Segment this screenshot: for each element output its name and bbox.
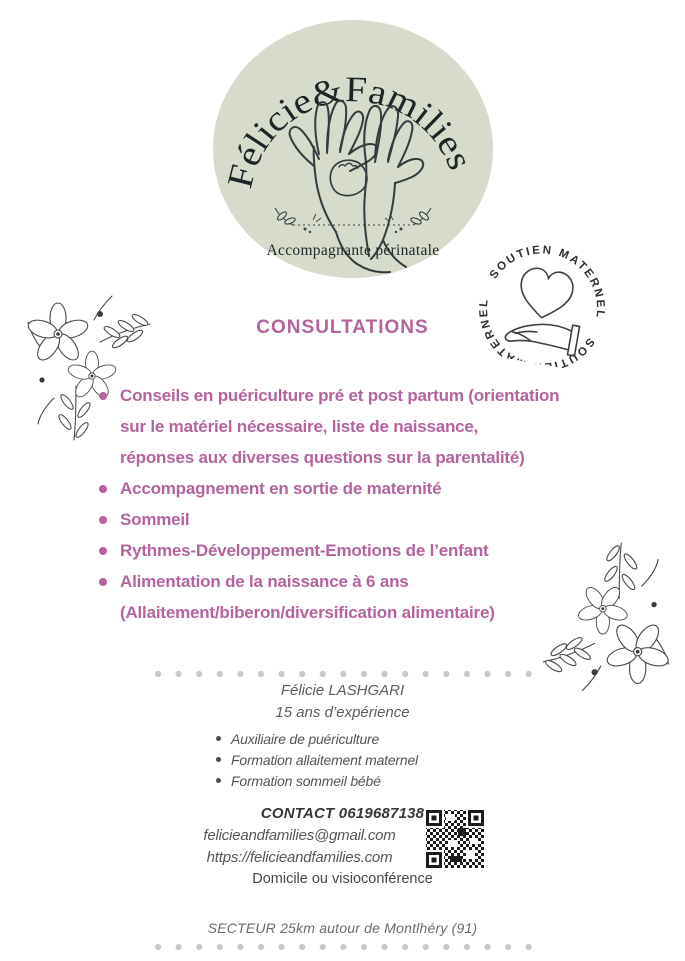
person-name: Félicie LASHGARI [280, 682, 405, 699]
heart-icon [516, 266, 576, 322]
list-item-line: Conseils en puériculture pré et post partum (orientation [120, 386, 560, 405]
credential-text: Formation sommeil bébé [231, 772, 381, 789]
list-item-line: Rythmes-Développement-Emotions de l’enfant [120, 541, 489, 560]
list-item-line: sur le matériel nécessaire, liste de naissance, [120, 417, 479, 436]
dotted-divider [154, 943, 546, 951]
list-item-line: Sommeil [120, 510, 190, 529]
list-item-line: Alimentation de la naissance à 6 ans [120, 572, 409, 591]
sector-text: SECTEUR 25km autour de Montlhéry (91) [207, 920, 478, 936]
dotted-divider [154, 670, 546, 678]
credential-item [216, 728, 418, 749]
contact-website-link[interactable]: https://felicieandfamilies.com [206, 849, 393, 866]
list-item [99, 535, 659, 566]
logo-subtitle: Accompagnante périnatale [266, 242, 440, 259]
list-item-line: Accompagnement en sortie de maternité [120, 479, 442, 498]
credential-text: Auxiliaire de puériculture [231, 730, 380, 747]
stamp-text-top: SOUTIEN MATERNEL [487, 244, 607, 320]
stamp-text-bottom: SOUTIEN MATERNEL [477, 296, 597, 373]
consultations-title: CONSULTATIONS [256, 317, 429, 338]
heart-in-hand-icon [467, 221, 624, 375]
list-item [99, 380, 659, 473]
credential-item [216, 749, 418, 770]
bullet-icon [99, 392, 107, 400]
contact-email-link[interactable]: felicieandfamilies@gmail.com [203, 827, 396, 844]
consultation-mode: Domicile ou visioconférence [252, 871, 433, 887]
credentials-list [216, 728, 418, 791]
contact-phone: CONTACT 0619687138 [260, 805, 425, 822]
bullet-icon [99, 547, 107, 555]
list-item [99, 504, 659, 535]
svg-text:SOUTIEN MATERNEL SOUTI [468, 234, 617, 375]
bullet-icon [99, 578, 107, 586]
bullet-icon [216, 778, 221, 783]
soutien-maternel-stamp [467, 221, 624, 375]
credential-item [216, 770, 418, 791]
bullet-icon [99, 516, 107, 524]
consultations-list [99, 380, 659, 628]
brand-curved-text [219, 69, 480, 192]
floral-divider-icon [275, 208, 431, 233]
brand-logo [213, 20, 493, 278]
list-item [99, 473, 659, 504]
bullet-icon [216, 757, 221, 762]
list-item [99, 566, 659, 628]
credential-text: Formation allaitement maternel [231, 751, 418, 768]
brand-name: Félicie&Families [219, 69, 481, 192]
experience-text: 15 ans d’expérience [275, 704, 410, 721]
bullet-icon [216, 736, 221, 741]
list-item-line: (Allaitement/biberon/diversification alimentaire) [120, 603, 495, 622]
logo-artwork-icon [213, 20, 493, 278]
bullet-icon [99, 485, 107, 493]
list-item-line: réponses aux diverses questions sur la parentalité) [120, 448, 525, 467]
qr-code-icon [424, 808, 486, 870]
